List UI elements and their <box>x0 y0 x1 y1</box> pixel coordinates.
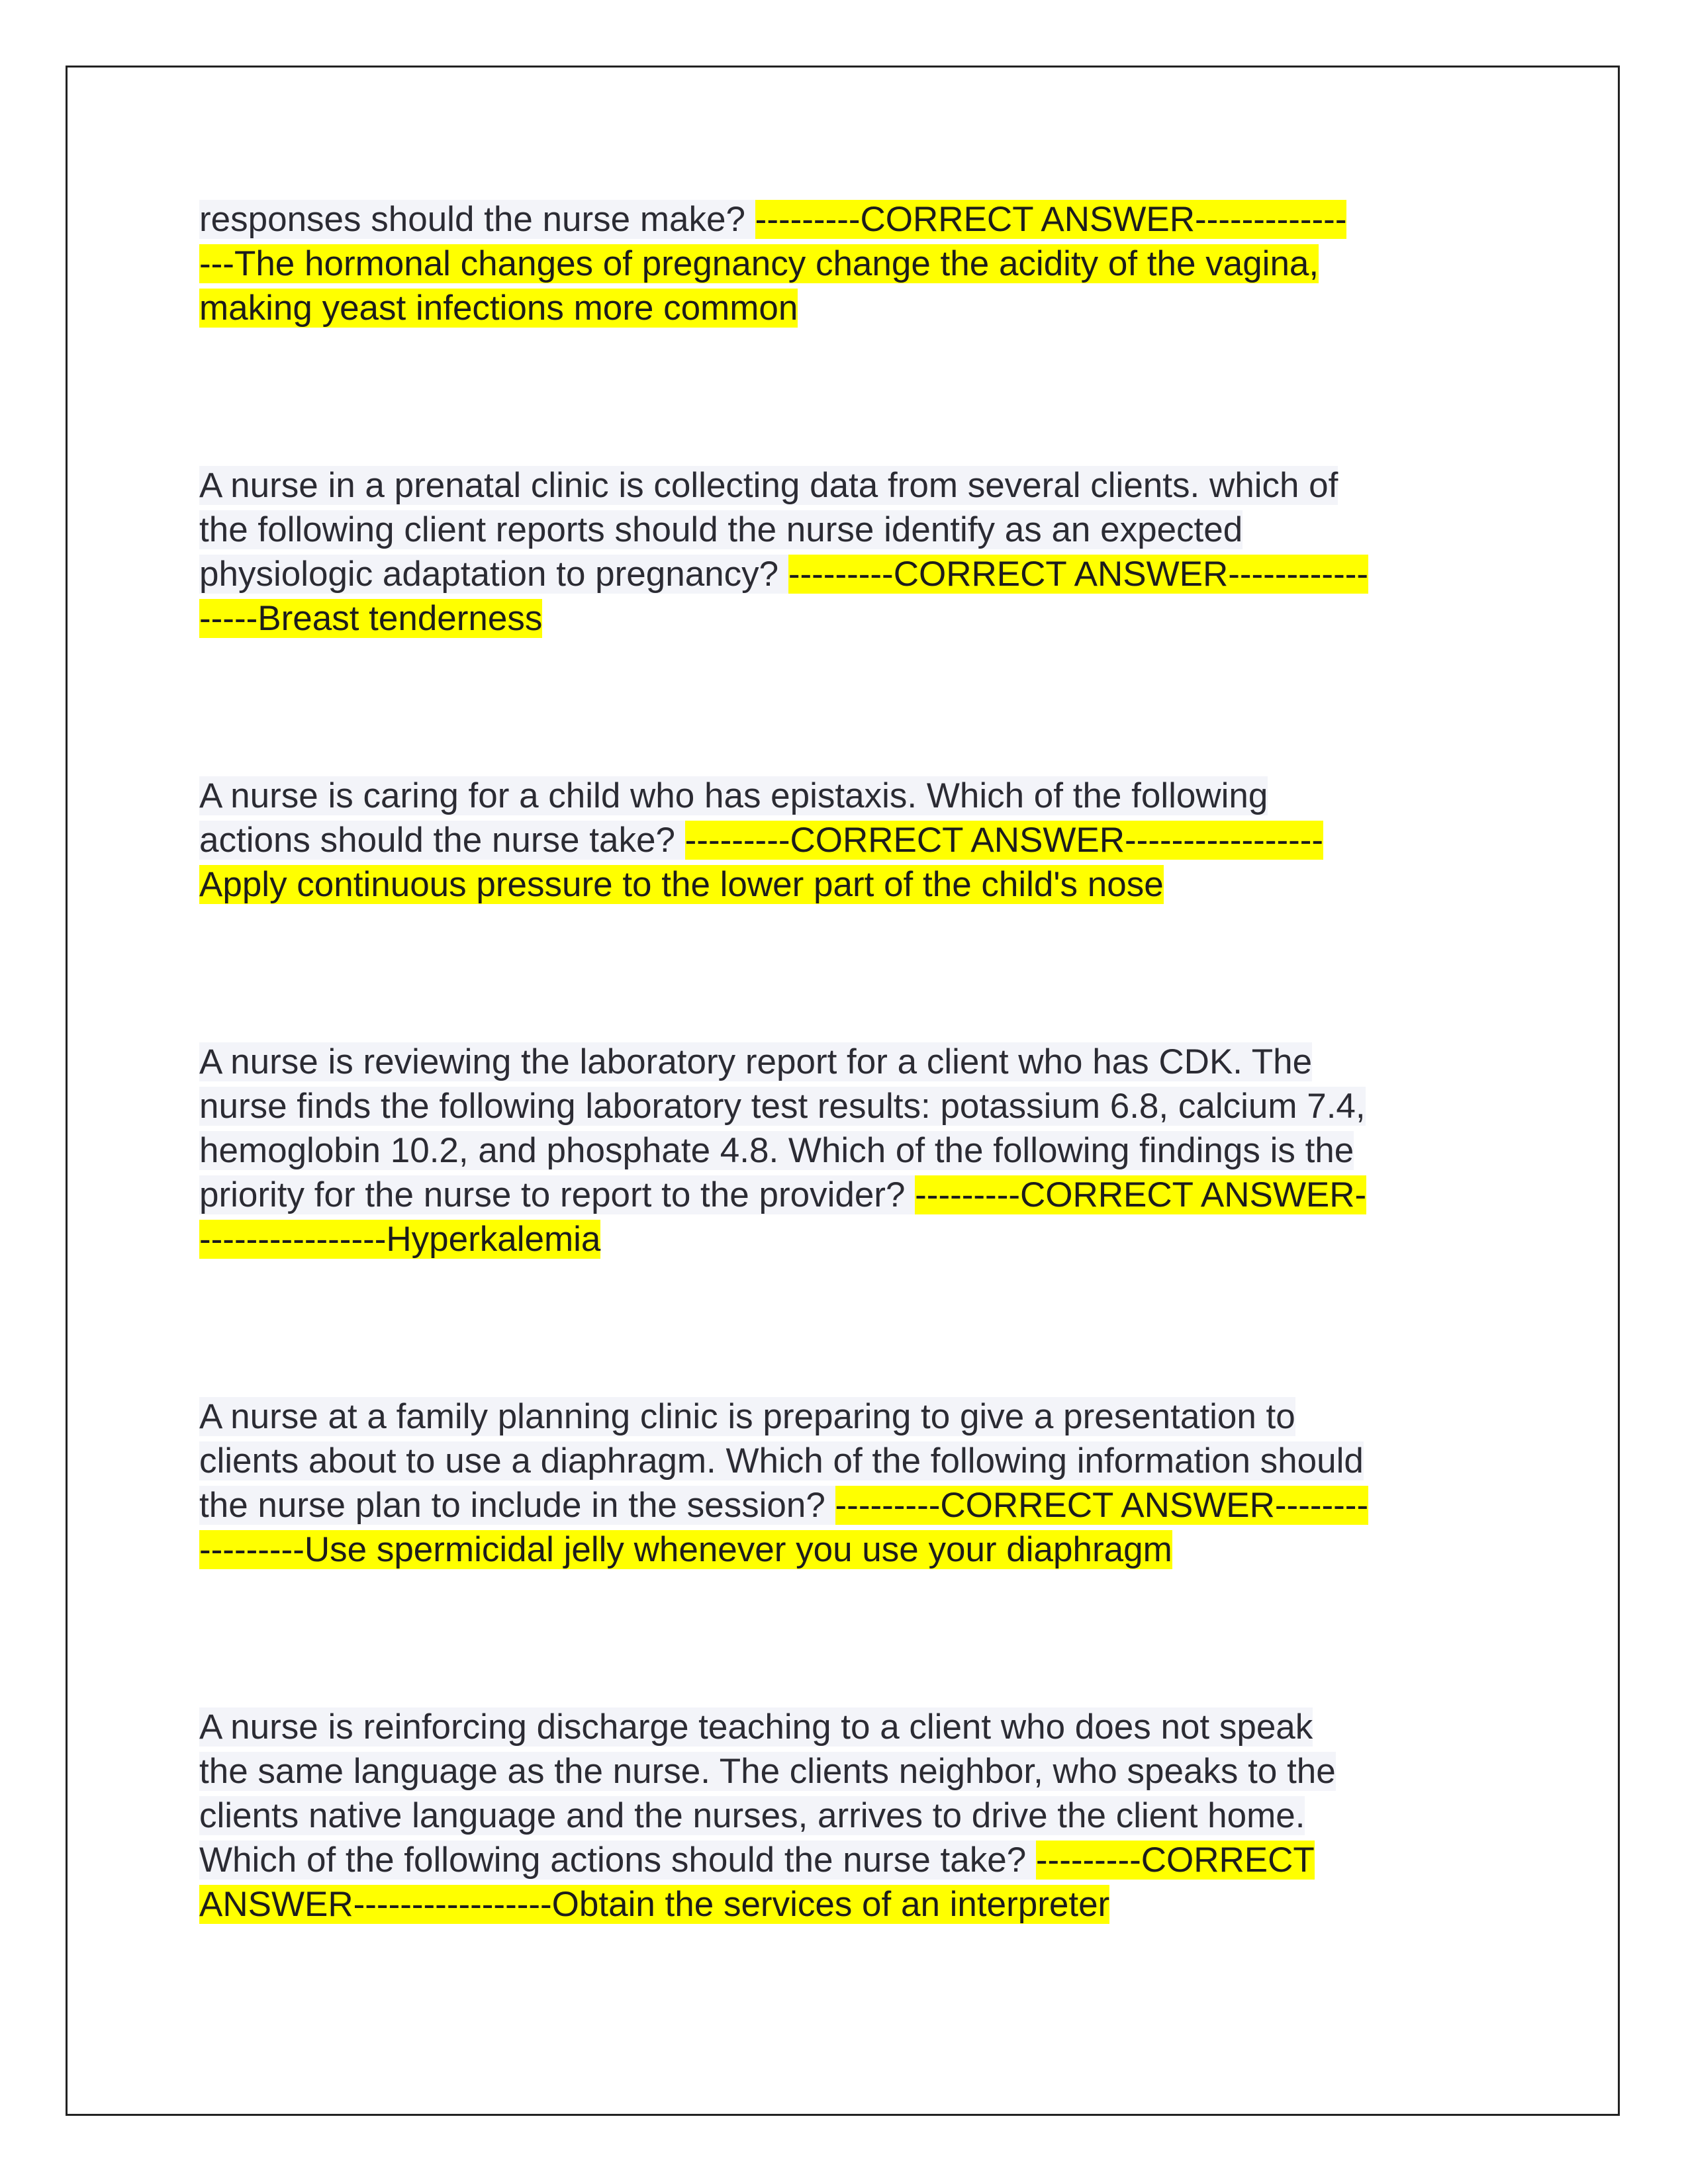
blank-line <box>199 1306 1497 1350</box>
blank-line <box>199 685 1497 729</box>
question-text: A nurse is reinforcing discharge teaching to a client who does not speak <box>199 1707 1313 1747</box>
question-text: the nurse plan to include in the session? <box>199 1486 835 1525</box>
text-line <box>199 596 1497 641</box>
answer-text: making yeast infections more common <box>199 289 798 328</box>
text-line <box>199 1084 1497 1128</box>
answer-text: Apply continuous pressure to the lower part of the child's nose <box>199 865 1164 904</box>
question-text: A nurse is caring for a child who has epistaxis. Which of the following <box>199 776 1268 815</box>
question-text: A nurse at a family planning clinic is preparing to give a presentation to <box>199 1397 1295 1436</box>
answer-text: ---------CORRECT ANSWER----------------- <box>684 821 1324 860</box>
text-line <box>199 286 1497 330</box>
question-text: clients about to use a diaphragm. Which of the following information should <box>199 1441 1364 1480</box>
question-text: actions should the nurse take? <box>199 821 685 860</box>
answer-text: ---------Use spermicidal jelly whenever you use your diaphragm <box>199 1530 1172 1569</box>
blank-line <box>199 1261 1497 1306</box>
blank-line <box>199 1616 1497 1661</box>
blank-line <box>199 995 1497 1040</box>
blank-line <box>199 951 1497 995</box>
text-line <box>199 1527 1497 1572</box>
blank-line <box>199 375 1497 419</box>
question-text: the following client reports should the nurse identify as an expected <box>199 510 1243 549</box>
question-text: clients native language and the nurses, arrives to drive the client home. <box>199 1796 1305 1835</box>
text-line <box>199 1882 1497 1927</box>
answer-text: ---------CORRECT ANSWER- <box>915 1175 1367 1214</box>
document-content <box>199 197 1497 1927</box>
text-line <box>199 1173 1497 1217</box>
text-line <box>199 552 1497 596</box>
question-text: hemoglobin 10.2, and phosphate 4.8. Which of the following findings is the <box>199 1131 1354 1170</box>
blank-line <box>199 729 1497 774</box>
text-line <box>199 1217 1497 1261</box>
answer-text: ---The hormonal changes of pregnancy change the acidity of the vagina, <box>199 244 1319 283</box>
text-line <box>199 862 1497 907</box>
question-text: A nurse in a prenatal clinic is collecting data from several clients. which of <box>199 466 1338 505</box>
question-text: nurse finds the following laboratory test results: potassium 6.8, calcium 7.4, <box>199 1087 1366 1126</box>
answer-text: ANSWER-----------------Obtain the services of an interpreter <box>199 1885 1110 1924</box>
question-text: the same language as the nurse. The clients neighbor, who speaks to the <box>199 1752 1336 1791</box>
text-line <box>199 463 1497 508</box>
question-text: physiologic adaptation to pregnancy? <box>199 555 788 594</box>
question-text: Which of the following actions should the nurse take? <box>199 1841 1036 1880</box>
text-line <box>199 818 1497 862</box>
text-line <box>199 508 1497 552</box>
text-line <box>199 1439 1497 1483</box>
text-line <box>199 1794 1497 1838</box>
text-line <box>199 1705 1497 1749</box>
text-line <box>199 1040 1497 1084</box>
text-line <box>199 1483 1497 1527</box>
text-line <box>199 774 1497 818</box>
text-line <box>199 242 1497 286</box>
question-text: priority for the nurse to report to the provider? <box>199 1175 915 1214</box>
answer-text: ---------CORRECT ANSWER------------- <box>755 200 1347 239</box>
answer-text: -----Breast tenderness <box>199 599 543 638</box>
answer-text: ---------CORRECT <box>1035 1841 1315 1880</box>
blank-line <box>199 330 1497 375</box>
answer-text: ---------CORRECT ANSWER-------- <box>835 1486 1369 1525</box>
blank-line <box>199 1350 1497 1394</box>
blank-line <box>199 419 1497 463</box>
text-line <box>199 197 1497 242</box>
text-line <box>199 1128 1497 1173</box>
text-line <box>199 1838 1497 1882</box>
answer-text: ----------------Hyperkalemia <box>199 1220 601 1259</box>
question-text: responses should the nurse make? <box>199 200 755 239</box>
text-line <box>199 1394 1497 1439</box>
blank-line <box>199 641 1497 685</box>
text-line <box>199 1749 1497 1794</box>
blank-line <box>199 907 1497 951</box>
question-text: A nurse is reviewing the laboratory report for a client who has CDK. The <box>199 1042 1313 1081</box>
blank-line <box>199 1572 1497 1616</box>
answer-text: ---------CORRECT ANSWER------------ <box>788 555 1369 594</box>
blank-line <box>199 1661 1497 1705</box>
